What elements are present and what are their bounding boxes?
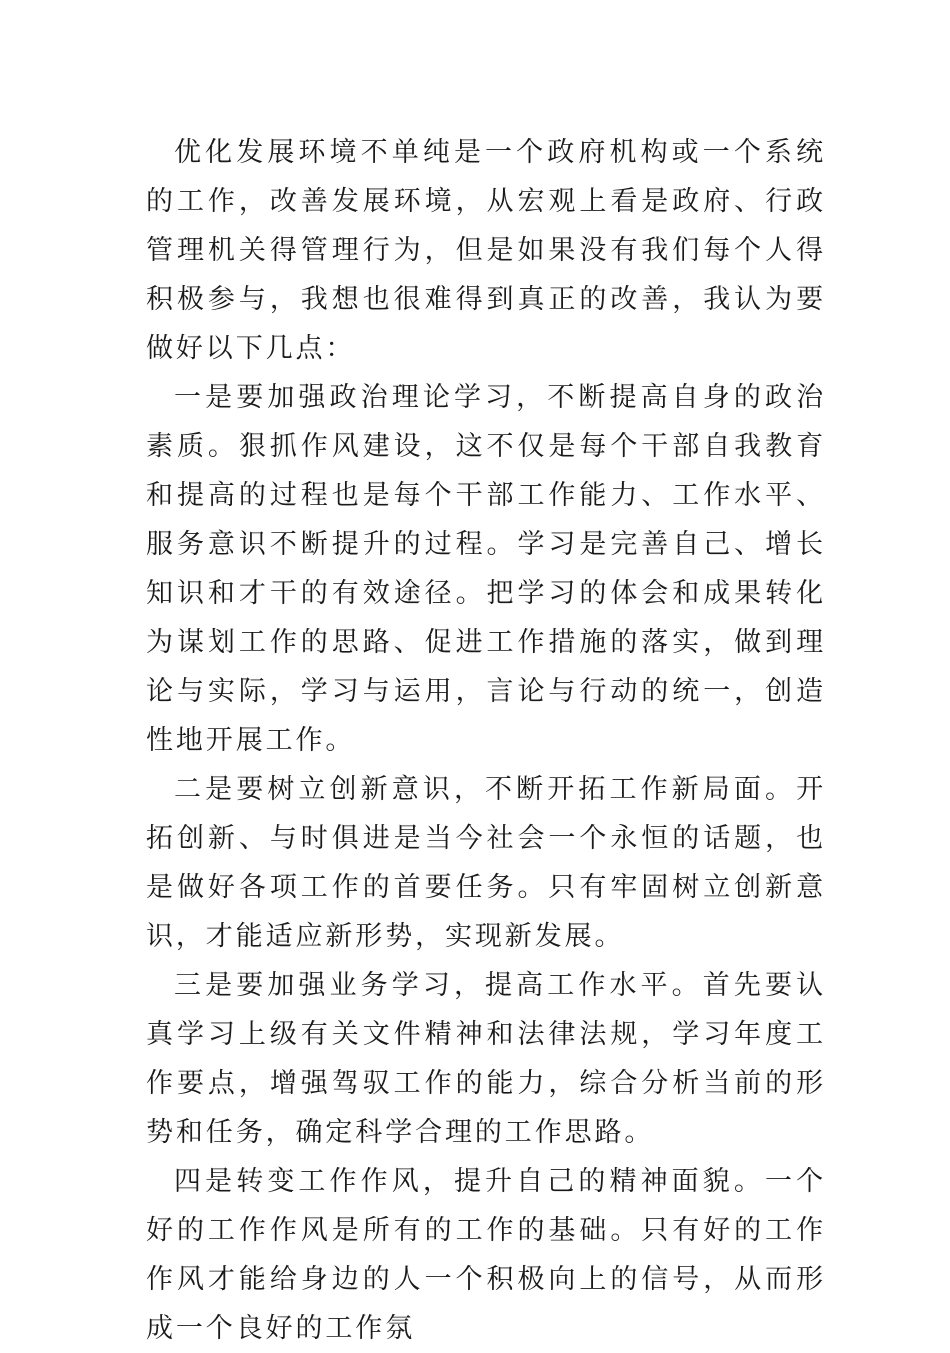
paragraph-point-1: 一是要加强政治理论学习，不断提高自身的政治素质。狠抓作风建设，这不仅是每个干部自我教育和提高的过程也是每个干部工作能力、工作水平、服务意识不断提升的过程。学习是完善自己、增长知识和才干的有效途径。把学习的体会和成果转化为谋划工作的思路、促进工作措施的落实，做到理论与实际，学习与运用，言论与行动的统一，创造性地开展工作。 — [146, 382, 826, 756]
paragraph-point-3: 三是要加强业务学习，提高工作水平。首先要认真学习上级有关文件精神和法律法规，学习年度工作要点，增强驾驭工作的能力，综合分析当前的形势和任务，确定科学合理的工作思路。 — [146, 970, 826, 1148]
paragraph-point-2: 二是要树立创新意识，不断开拓工作新局面。开拓创新、与时俱进是当今社会一个永恒的话题，也是做好各项工作的首要任务。只有牢固树立创新意识，才能适应新形势，实现新发展。 — [146, 774, 826, 952]
paragraph-point-4: 四是转变工作作风，提升自己的精神面貌。一个好的工作作风是所有的工作的基础。只有好的工作作风才能给身边的人一个积极向上的信号，从而形成一个良好的工作氛 — [146, 1166, 826, 1344]
document-body — [146, 128, 826, 1353]
paragraph-intro: 优化发展环境不单纯是一个政府机构或一个系统的工作，改善发展环境，从宏观上看是政府、行政管理机关得管理行为，但是如果没有我们每个人得积极参与，我想也很难得到真正的改善，我认为要做好以下几点： — [146, 137, 826, 364]
